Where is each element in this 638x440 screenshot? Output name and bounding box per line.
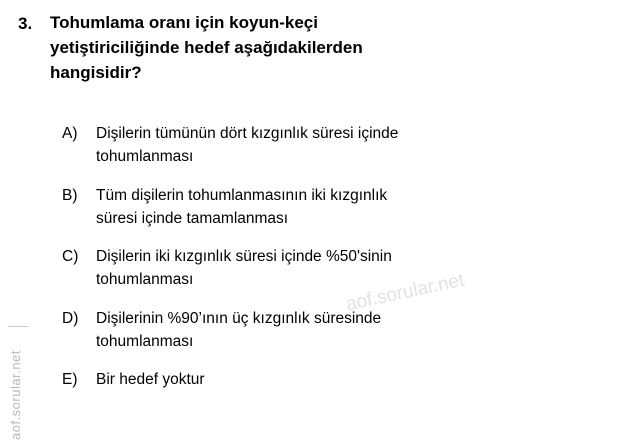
option-a-text bbox=[96, 122, 596, 169]
option-d[interactable] bbox=[62, 307, 622, 354]
option-a[interactable] bbox=[62, 122, 622, 169]
option-c[interactable] bbox=[62, 245, 622, 292]
option-d-text bbox=[96, 307, 596, 354]
side-watermark: aof.sorular.net bbox=[8, 350, 23, 440]
question-line-1: Tohumlama oranı için koyun-keçi bbox=[50, 13, 318, 32]
option-e[interactable] bbox=[62, 368, 622, 391]
option-c-line-1: Dişilerin iki kızgınlık süresi içinde %50'sinin bbox=[96, 248, 392, 265]
side-divider bbox=[8, 326, 28, 327]
options-list bbox=[62, 122, 622, 406]
question-line-2: yetiştiriciliğinde hedef aşağıdakilerden bbox=[50, 38, 363, 58]
option-c-line-2: tohumlanması bbox=[96, 271, 194, 289]
option-d-letter: D) bbox=[62, 309, 79, 327]
option-a-letter: A) bbox=[62, 125, 78, 142]
option-d-line-1: Dişilerinin %90’ının üç kızgınlık süresinde bbox=[96, 309, 382, 327]
option-a-line-2: tohumlanması bbox=[96, 148, 194, 166]
question-text bbox=[50, 10, 622, 85]
option-e-letter: E) bbox=[62, 371, 78, 388]
option-b-text bbox=[96, 184, 596, 231]
option-c-letter: C) bbox=[62, 248, 79, 265]
option-e-text bbox=[96, 368, 596, 391]
option-b[interactable] bbox=[62, 184, 622, 231]
option-d-line-2: tohumlanması bbox=[96, 332, 194, 350]
option-e-line-1: Bir hedef yoktur bbox=[96, 371, 205, 388]
question-number: 3. bbox=[18, 14, 33, 33]
option-b-line-1: Tüm dişilerin tohumlanmasının iki kızgınlık bbox=[96, 186, 388, 204]
option-b-line-2: süresi içinde tamamlanması bbox=[96, 209, 289, 227]
question-line-3: hangisidir? bbox=[50, 63, 142, 83]
option-a-line-1: Dişilerin tümünün dört kızgınlık süresi içinde bbox=[96, 125, 399, 142]
question-block bbox=[18, 10, 626, 85]
option-b-letter: B) bbox=[62, 186, 78, 204]
option-c-text bbox=[96, 245, 596, 292]
diagonal-watermark: aof.sorular.net bbox=[344, 269, 467, 316]
